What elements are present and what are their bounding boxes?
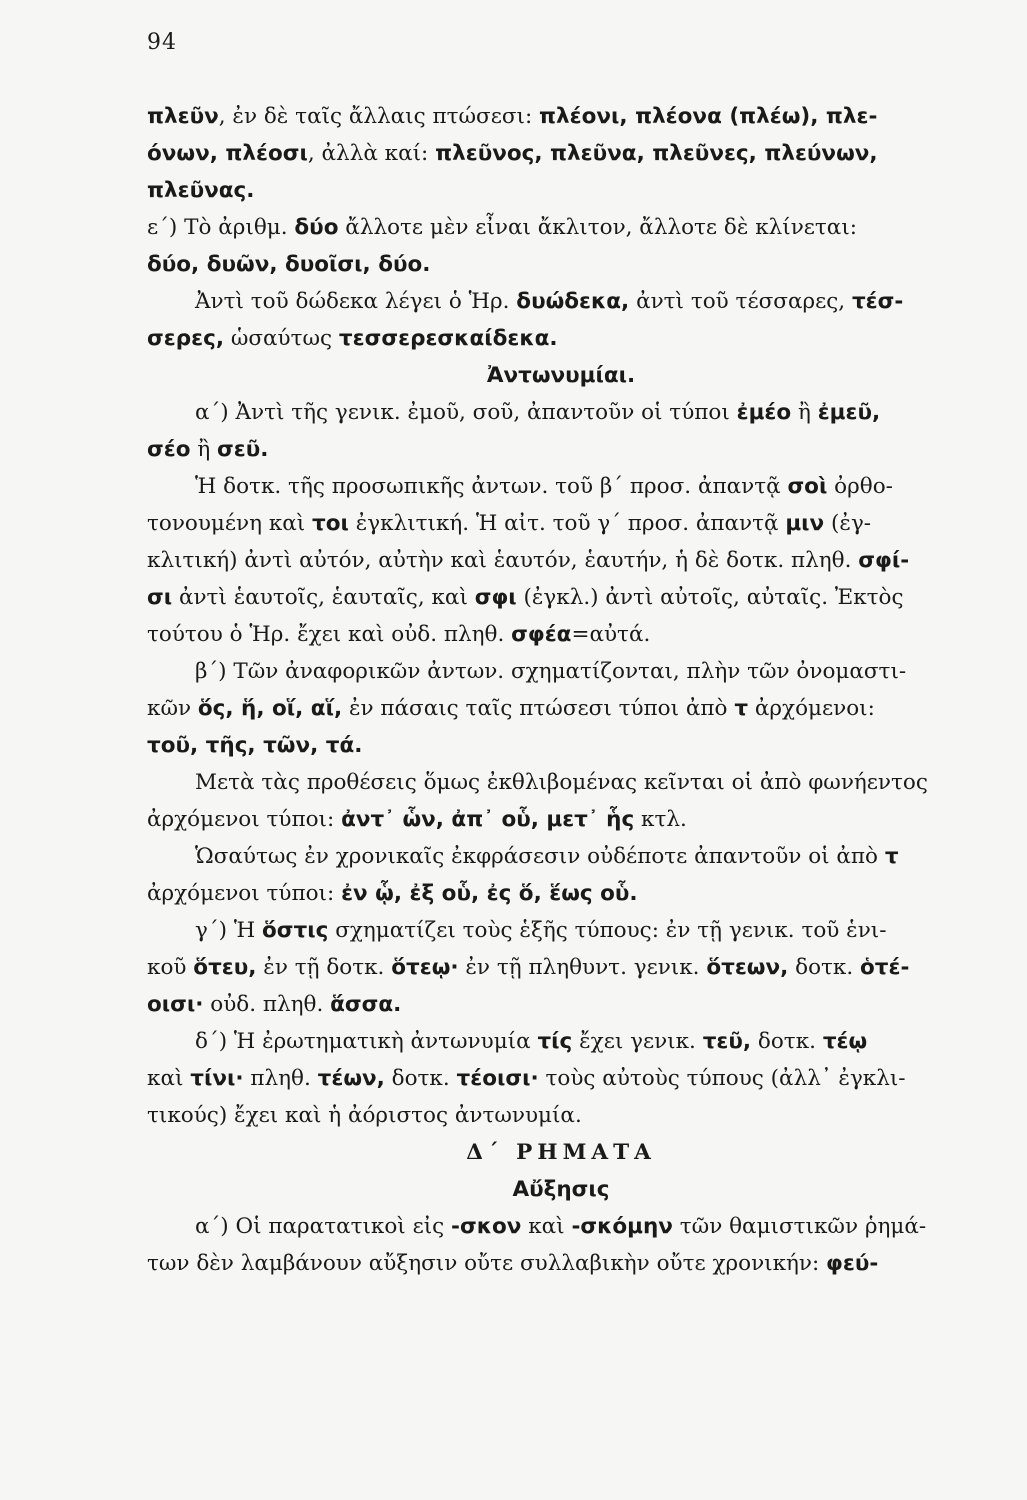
text-run: α΄) Οἱ παρατατικοὶ εἰς — [195, 1214, 452, 1239]
bold-form: όνων, πλέοσι — [147, 141, 308, 166]
page-number: 94 — [147, 30, 177, 55]
text-run: τῶν θαμιστικῶν ῥημά- — [672, 1214, 927, 1239]
bold-form: ἐν ᾧ, ἐξ οὗ, ἐς ὅ, ἕως οὗ. — [341, 881, 638, 906]
text-line — [147, 505, 975, 542]
bold-form: δυώδεκα, — [516, 289, 630, 314]
text-run: ἀρχόμενοι τύποι: — [147, 807, 342, 832]
text-line — [147, 690, 975, 727]
bold-form: οισι· — [147, 992, 204, 1017]
text-line — [147, 98, 975, 135]
text-line — [147, 283, 975, 320]
bold-form: φεύ- — [826, 1251, 879, 1276]
bold-form: τ — [734, 696, 749, 721]
bold-form: -σκον — [451, 1214, 522, 1239]
text-line — [147, 1208, 975, 1245]
text-run: Ἀντὶ τοῦ δώδεκα λέγει ὁ Ἡρ. — [195, 289, 517, 314]
text-run: ἀντὶ τοῦ τέσσαρες, — [629, 289, 852, 314]
bold-form: σοὶ — [787, 474, 828, 499]
text-run: ὡσαύτως — [223, 326, 339, 351]
text-run: ἢ — [190, 437, 218, 462]
bold-form: ὅτευ, — [193, 955, 257, 980]
bold-form: ὁτέ- — [860, 955, 910, 980]
bold-form: πλέονι, πλέονα (πλέω), πλε- — [539, 104, 878, 129]
bold-form: τοῦ, τῆς, τῶν, τά. — [147, 733, 363, 758]
page-body — [147, 98, 975, 1282]
text-run: ἀρχόμενοι τύποι: — [147, 881, 342, 906]
bold-form: -σκόμην — [571, 1214, 673, 1239]
text-run: καὶ — [147, 1066, 191, 1091]
text-line — [147, 394, 975, 431]
bold-form: σφί- — [858, 548, 910, 573]
text-run: κτλ. — [634, 807, 687, 832]
bold-form: τέων, — [317, 1066, 385, 1091]
text-line — [147, 320, 975, 357]
bold-form: τίς — [537, 1029, 573, 1054]
text-run: ἔχει γενικ. — [572, 1029, 703, 1054]
text-line — [147, 135, 975, 172]
text-run: =αὐτά. — [571, 622, 651, 647]
section-title: Δ΄ ΡΗΜΑΤΑ — [466, 1140, 656, 1165]
text-run: τοὺς αὐτοὺς τύπους (ἀλλ᾽ ἐγκλι- — [538, 1066, 906, 1091]
text-line — [147, 246, 975, 283]
text-run: α΄) Ἀντὶ τῆς γενικ. ἐμοῦ, σοῦ, ἀπαντοῦν οἱ τύποι — [195, 400, 737, 425]
text-run: τονουμένη καὶ — [147, 511, 313, 536]
text-run: πληθ. — [243, 1066, 318, 1091]
bold-form: ἀντ᾽ ὧν, ἀπ᾽ οὗ, μετ᾽ ἧς — [341, 807, 635, 832]
text-line — [147, 1134, 975, 1171]
text-run: ε΄) Τὸ ἀριθμ. — [147, 215, 295, 240]
text-run: τικούς) ἔχει καὶ ἡ ἀόριστος ἀντωνυμία. — [147, 1103, 582, 1128]
bold-form: σερες, — [147, 326, 224, 351]
text-line — [147, 653, 975, 690]
text-run: ἐν τῇ πληθυντ. γενικ. — [458, 955, 707, 980]
bold-form: ὅς, ἥ, οἵ, αἵ, — [197, 696, 343, 721]
bold-form: πλεῦνος, πλεῦνα, πλεῦνες, πλεύνων, — [435, 141, 878, 166]
text-line — [147, 875, 975, 912]
text-run: ἐν πάσαις ταῖς πτώσεσι τύποι ἀπὸ — [342, 696, 735, 721]
text-run: ἄλλοτε μὲν εἶναι ἄκλιτον, ἄλλοτε δὲ κλίνεται: — [338, 215, 857, 240]
text-line — [147, 1171, 975, 1208]
text-run: κῶν — [147, 696, 198, 721]
text-run: δοτκ. — [751, 1029, 823, 1054]
text-run: σχηματίζει τοὺς ἑξῆς τύπους: ἐν τῇ γενικ. τοῦ ἑνι- — [328, 918, 887, 943]
subsection-heading: Ἀντωνυμίαι. — [486, 363, 636, 388]
text-run: δοτκ. — [384, 1066, 457, 1091]
bold-form: τέοισι· — [456, 1066, 539, 1091]
text-line — [147, 949, 975, 986]
bold-form: σφέα — [511, 622, 572, 647]
bold-form: τ — [884, 844, 899, 869]
bold-form: τεσσερεσκαίδεκα. — [338, 326, 558, 351]
text-run: (ἐγκλ.) ἀντὶ αὐτοῖς, αὐταῖς. Ἐκτὸς — [516, 585, 904, 610]
bold-form: ἅσσα. — [330, 992, 402, 1017]
bold-form: πλεῦν — [147, 104, 219, 129]
bold-form: μιν — [785, 511, 825, 536]
bold-form: σεῦ. — [217, 437, 269, 462]
text-line — [147, 468, 975, 505]
text-run: οὐδ. πληθ. — [203, 992, 331, 1017]
text-run: κλιτική) ἀντὶ αὐτόν, αὐτὴν καὶ ἑαυτόν, ἑαυτήν, ἡ δὲ δοτκ. πληθ. — [147, 548, 859, 573]
text-line — [147, 986, 975, 1023]
text-line — [147, 616, 975, 653]
bold-form: ἐμεῦ, — [817, 400, 881, 425]
text-line — [147, 727, 975, 764]
bold-form: ἐμέο — [736, 400, 792, 425]
text-run: καὶ — [521, 1214, 572, 1239]
text-run: κοῦ — [147, 955, 194, 980]
subsection-heading: Αὔξησις — [512, 1177, 610, 1202]
text-line — [147, 838, 975, 875]
text-line — [147, 912, 975, 949]
bold-form: δύο, δυῶν, δυοῖσι, δύο. — [147, 252, 431, 277]
bold-form: τοι — [312, 511, 349, 536]
text-run: , ἐν δὲ ταῖς ἄλλαις πτώσεσι: — [218, 104, 540, 129]
text-line — [147, 764, 975, 801]
text-run: ἀρχόμενοι: — [748, 696, 875, 721]
text-run: δ΄) Ἡ ἐρωτηματικὴ ἀντωνυμία — [195, 1029, 538, 1054]
text-run: Ἡ δοτκ. τῆς προσωπικῆς ἀντων. τοῦ β΄ προσ. ἀπαντᾷ — [195, 474, 788, 499]
text-run: των δὲν λαμβάνουν αὔξησιν οὔτε συλλαβικὴν οὔτε χρονικήν: — [147, 1251, 827, 1276]
text-run: (ἐγ- — [824, 511, 872, 536]
text-run: γ΄) Ἡ — [195, 918, 262, 943]
text-line — [147, 801, 975, 838]
text-line — [147, 1023, 975, 1060]
text-run: ἐν τῇ δοτκ. — [256, 955, 392, 980]
text-line — [147, 579, 975, 616]
text-line — [147, 542, 975, 579]
bold-form: τίνι· — [190, 1066, 244, 1091]
text-run: τούτου ὁ Ἡρ. ἔχει καὶ οὐδ. πληθ. — [147, 622, 512, 647]
text-line — [147, 172, 975, 209]
text-line — [147, 1245, 975, 1282]
bold-form: σι — [147, 585, 173, 610]
bold-form: πλεῦνας. — [147, 178, 255, 203]
bold-form: ὅτεων, — [706, 955, 789, 980]
bold-form: τεῦ, — [702, 1029, 752, 1054]
text-run: δοτκ. — [788, 955, 861, 980]
bold-form: τέῳ — [822, 1029, 868, 1054]
bold-form: δύο — [294, 215, 339, 240]
text-line — [147, 1097, 975, 1134]
text-line — [147, 209, 975, 246]
text-run: Μετὰ τὰς προθέσεις ὅμως ἐκθλιβομένας κεῖνται οἱ ἀπὸ φωνήεντος — [195, 770, 928, 795]
bold-form: ὅτεῳ· — [391, 955, 459, 980]
text-line — [147, 431, 975, 468]
text-run: β΄) Τῶν ἀναφορικῶν ἀντων. σχηματίζονται, πλὴν τῶν ὀνομαστι- — [195, 659, 907, 684]
text-line — [147, 357, 975, 394]
text-run: ἀντὶ ἑαυτοῖς, ἑαυταῖς, καὶ — [172, 585, 475, 610]
text-run: ἢ — [791, 400, 818, 425]
text-run: ἐγκλιτική. Ἡ αἰτ. τοῦ γ΄ προσ. ἀπαντᾷ — [348, 511, 786, 536]
text-run: ὀρθο- — [827, 474, 893, 499]
text-run: Ὡσαύτως ἐν χρονικαῖς ἐκφράσεσιν οὐδέποτε ἀπαντοῦν οἱ ἀπὸ — [195, 844, 885, 869]
bold-form: ὅστις — [262, 918, 329, 943]
text-line — [147, 1060, 975, 1097]
bold-form: σφι — [474, 585, 517, 610]
bold-form: τέσ- — [851, 289, 904, 314]
text-run: , ἀλλὰ καί: — [307, 141, 436, 166]
bold-form: σέο — [147, 437, 191, 462]
